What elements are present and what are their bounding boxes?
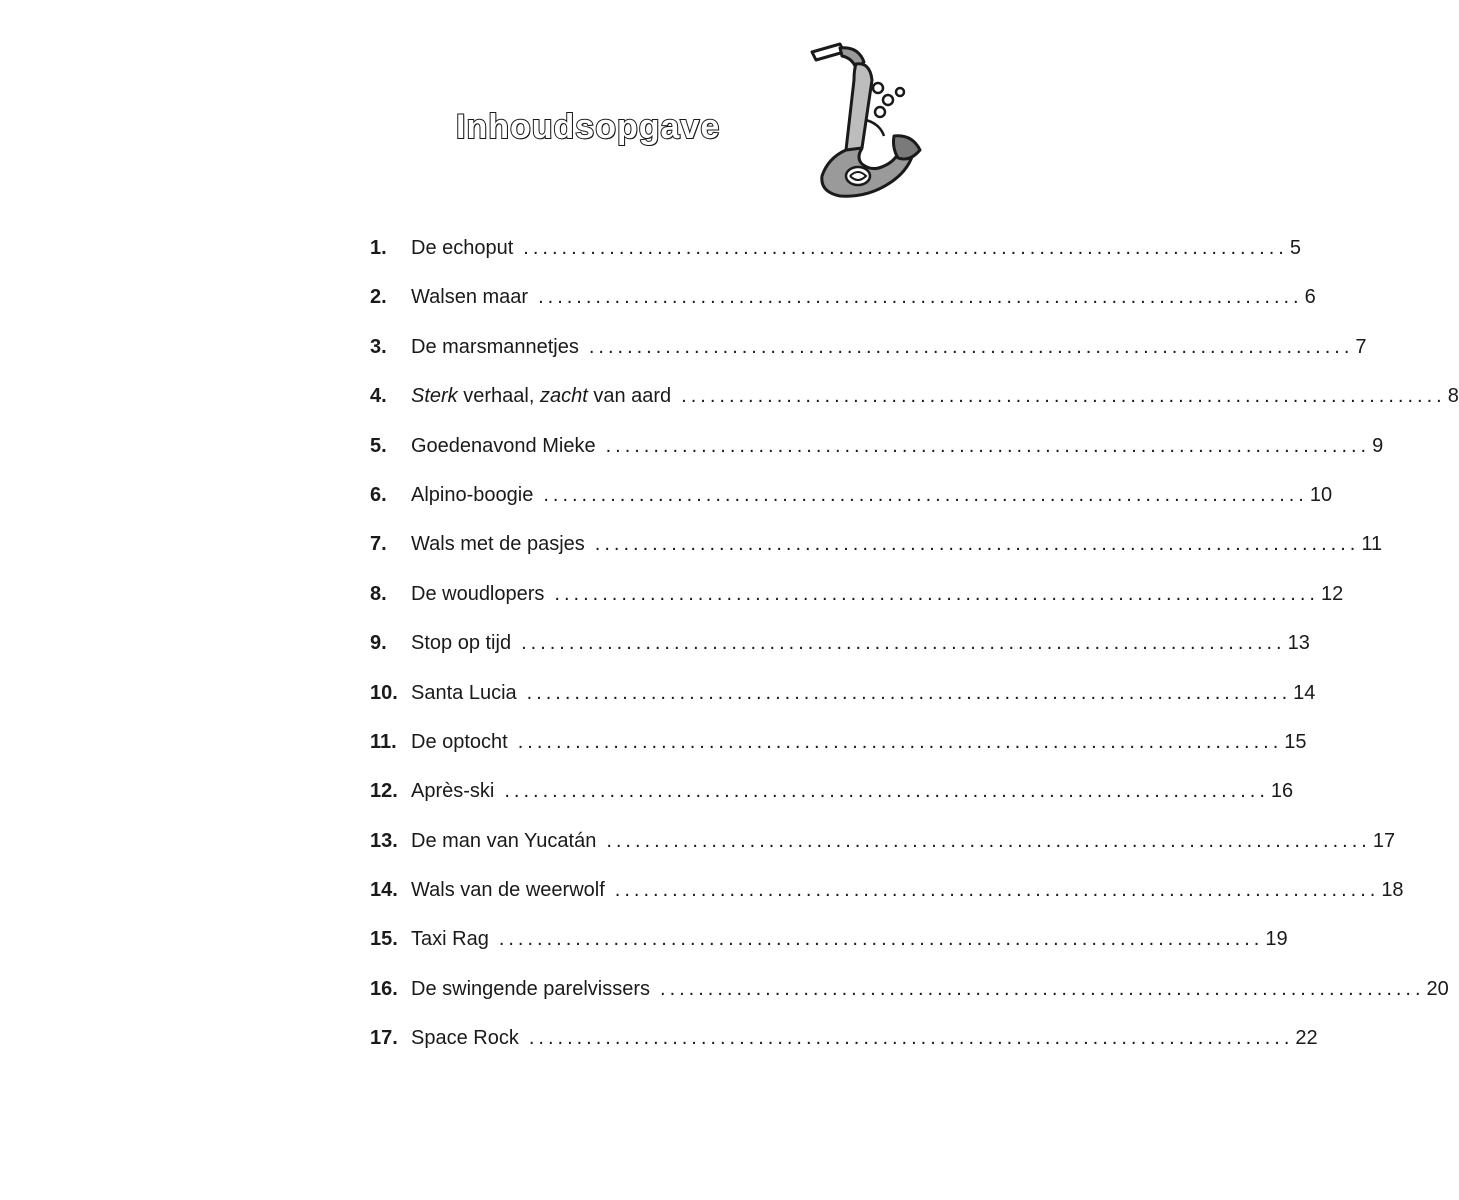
toc-entry-number: 2. bbox=[370, 286, 387, 309]
toc-leader-dots: ................................................................................ bbox=[521, 632, 1286, 655]
toc-entry bbox=[370, 771, 1294, 820]
toc-entry-page: 15 bbox=[1284, 730, 1307, 753]
toc-entry bbox=[370, 919, 1288, 968]
toc-entry bbox=[370, 870, 1404, 919]
toc-entry-title-text: De man van Yucatán bbox=[411, 829, 597, 852]
toc-entry-title-text: Goedenavond Mieke bbox=[411, 434, 596, 457]
toc-entry bbox=[370, 475, 1333, 524]
toc-entry bbox=[370, 426, 1384, 475]
toc-leader-dots: ................................................................................ bbox=[504, 780, 1269, 803]
toc-entry-number: 16. bbox=[370, 977, 398, 1000]
toc-leader-dots: ................................................................................ bbox=[614, 879, 1380, 902]
toc-entry-title-text: Wals van de weerwolf bbox=[411, 879, 605, 902]
toc-entry-title-text: De swingende parelvissers bbox=[411, 977, 651, 1000]
toc-entry-number: 3. bbox=[370, 335, 387, 358]
toc-leader-dots: ................................................................................ bbox=[588, 335, 1354, 358]
toc-entry-title bbox=[411, 327, 589, 367]
toc-leader-dots: ................................................................................ bbox=[543, 483, 1308, 506]
toc-leader-dots: ................................................................................ bbox=[606, 829, 1371, 852]
toc-leader-dots: ................................................................................ bbox=[498, 928, 1264, 951]
toc-entry-number: 13. bbox=[370, 829, 398, 852]
toc-entry-title bbox=[411, 673, 527, 713]
toc-entry-number: 14. bbox=[370, 879, 398, 902]
toc-entry-page: 20 bbox=[1426, 977, 1449, 1000]
toc-entry-title-text: verhaal, bbox=[457, 385, 540, 408]
toc-entry bbox=[370, 673, 1316, 722]
toc-entry-title-text: van aard bbox=[587, 385, 672, 408]
toc-leader-dots: ................................................................................ bbox=[554, 582, 1319, 605]
toc-entry bbox=[370, 821, 1396, 870]
toc-entry-number: 5. bbox=[370, 434, 387, 457]
toc-entry bbox=[370, 722, 1307, 771]
toc-entry-title bbox=[411, 475, 543, 515]
toc-entry-title-text: Santa Lucia bbox=[411, 681, 517, 704]
toc-leader-dots: ................................................................................ bbox=[526, 681, 1292, 704]
toc-entry-page: 17 bbox=[1372, 829, 1396, 852]
toc-entry bbox=[370, 1018, 1318, 1067]
toc-leader-dots: ................................................................................ bbox=[528, 1027, 1294, 1050]
toc-entry-page: 19 bbox=[1265, 928, 1288, 951]
toc-entry-title-italic: zacht bbox=[539, 385, 588, 408]
toc-entry-page: 7 bbox=[1355, 335, 1367, 358]
toc-entry-number: 17. bbox=[370, 1027, 398, 1050]
toc-entry-number: 11. bbox=[370, 730, 397, 753]
toc-entry-title bbox=[411, 228, 523, 268]
toc-entry-title-text: De woudlopers bbox=[411, 582, 545, 605]
toc-entry-title-text: Après-ski bbox=[411, 780, 495, 803]
toc-entry-number: 10. bbox=[370, 681, 398, 704]
toc-entry-number: 6. bbox=[370, 483, 387, 506]
table-of-contents bbox=[370, 228, 1459, 1068]
toc-entry-title bbox=[411, 919, 499, 959]
toc-entry-page: 12 bbox=[1320, 582, 1344, 605]
toc-entry-page: 14 bbox=[1293, 681, 1316, 704]
toc-entry-title-text: Alpino-boogie bbox=[411, 483, 534, 506]
toc-entry bbox=[370, 228, 1301, 277]
toc-leader-dots: ................................................................................ bbox=[594, 533, 1360, 556]
toc-entry-page: 11 bbox=[1361, 533, 1383, 556]
toc-entry bbox=[370, 277, 1316, 326]
toc-entry bbox=[370, 969, 1449, 1018]
toc-entry-page: 5 bbox=[1289, 237, 1301, 259]
toc-entry bbox=[370, 376, 1459, 425]
toc-leader-dots: ................................................................................ bbox=[660, 977, 1425, 1000]
toc-entry-title bbox=[411, 376, 681, 416]
toc-leader-dots: ................................................................................ bbox=[681, 385, 1446, 408]
toc-entry-title bbox=[411, 277, 538, 317]
toc-leader-dots: ................................................................................ bbox=[538, 286, 1303, 309]
toc-entry-title-text: De echoput bbox=[411, 237, 514, 259]
toc-entry-page: 10 bbox=[1309, 483, 1333, 506]
toc-entry-number: 1. bbox=[370, 237, 387, 259]
toc-leader-dots: ................................................................................ bbox=[517, 730, 1283, 753]
toc-entry-number: 15. bbox=[370, 928, 398, 951]
toc-entry bbox=[370, 574, 1344, 623]
toc-entry-title bbox=[411, 870, 615, 910]
toc-entry-title bbox=[411, 969, 660, 1009]
toc-entry-title bbox=[411, 722, 518, 762]
toc-entry-title-text: Space Rock bbox=[411, 1027, 519, 1050]
toc-entry-number: 7. bbox=[370, 533, 387, 556]
toc-leader-dots: ................................................................................ bbox=[605, 434, 1371, 457]
toc-entry-page: 22 bbox=[1295, 1027, 1318, 1050]
page-title: Inhoudsopgave bbox=[456, 108, 721, 146]
toc-entry-title-text: Walsen maar bbox=[411, 286, 529, 309]
toc-entry-page: 13 bbox=[1287, 632, 1310, 655]
toc-entry bbox=[370, 524, 1383, 573]
toc-entry-title bbox=[411, 426, 606, 466]
toc-entry-title-text: Wals met de pasjes bbox=[411, 533, 585, 556]
toc-entry-number: 4. bbox=[370, 385, 387, 408]
toc-entry-number: 9. bbox=[370, 632, 387, 655]
toc-entry-number: 8. bbox=[370, 582, 387, 605]
toc-entry-title bbox=[411, 1018, 529, 1058]
toc-entry bbox=[370, 623, 1310, 672]
toc-entry-title bbox=[411, 821, 606, 861]
toc-entry bbox=[370, 327, 1367, 376]
toc-entry-title-text: Taxi Rag bbox=[411, 928, 489, 951]
toc-entry-number: 12. bbox=[370, 780, 398, 803]
toc-entry-title-text: De optocht bbox=[411, 730, 508, 753]
toc-entry-page: 9 bbox=[1372, 434, 1384, 457]
saxophone-icon bbox=[800, 40, 925, 200]
toc-entry-page: 6 bbox=[1304, 286, 1316, 309]
toc-entry-page: 16 bbox=[1270, 780, 1294, 803]
toc-entry-title-text: De marsmannetjes bbox=[411, 335, 579, 358]
toc-entry-title bbox=[411, 524, 595, 564]
toc-entry-page: 18 bbox=[1381, 879, 1404, 902]
toc-entry-title-text: Stop op tijd bbox=[411, 632, 512, 655]
toc-entry-title bbox=[411, 771, 504, 811]
toc-entry-title bbox=[411, 623, 521, 663]
toc-entry-page: 8 bbox=[1447, 385, 1459, 408]
toc-leader-dots: ................................................................................ bbox=[523, 237, 1288, 259]
toc-entry-title bbox=[411, 574, 554, 614]
toc-entry-title-italic: Sterk bbox=[411, 385, 458, 408]
